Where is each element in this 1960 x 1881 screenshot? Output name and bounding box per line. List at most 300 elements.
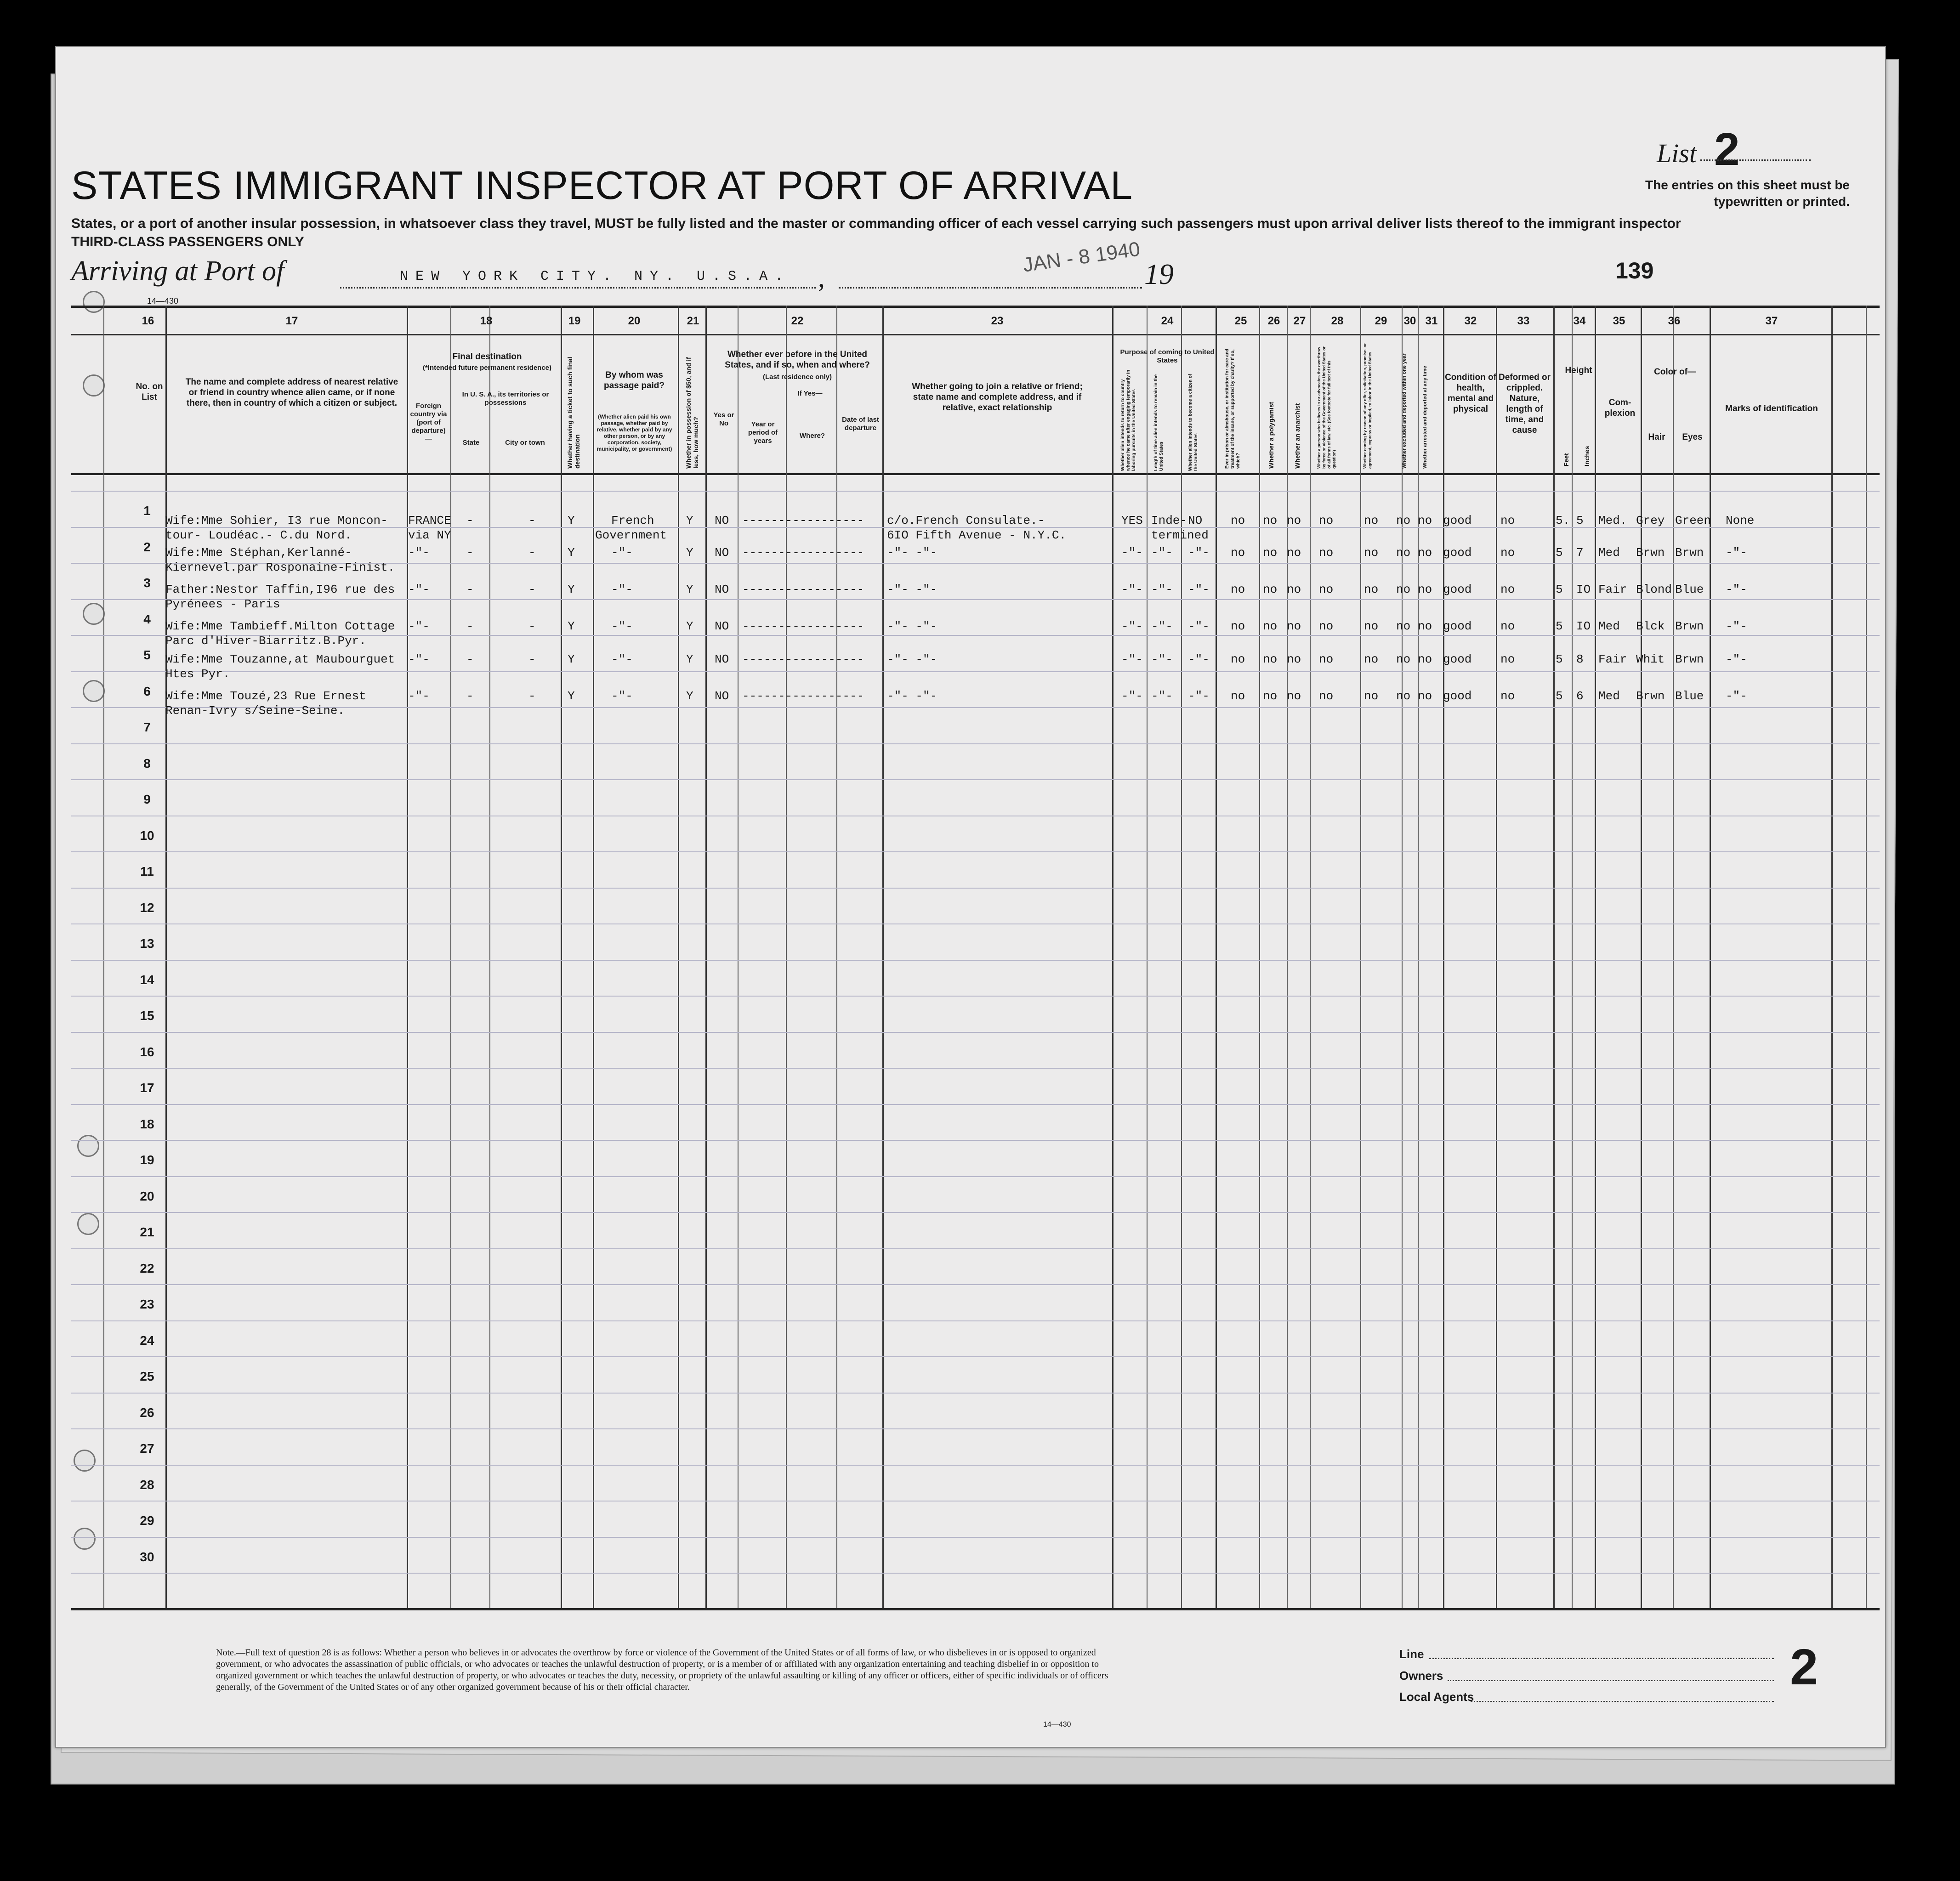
cell-ticket: Y <box>568 514 575 527</box>
date-underline <box>839 287 1142 289</box>
cell-marks: -"- <box>1726 652 1747 666</box>
grid-column-line <box>561 306 562 1608</box>
row-number: 16 <box>140 1045 154 1059</box>
cell-ticket: Y <box>568 546 575 560</box>
row-number: 19 <box>140 1153 154 1167</box>
cell-before: NO <box>715 514 729 527</box>
header-feet: Feet <box>1562 453 1570 466</box>
header-polygamist: Whether a polygamist <box>1267 402 1275 469</box>
line-label: Line <box>1399 1647 1424 1661</box>
manifest-sheet <box>55 46 1886 1748</box>
column-number: 18 <box>480 315 493 327</box>
row-number: 28 <box>140 1478 154 1492</box>
cell-q27: no <box>1287 583 1301 596</box>
header-purpose-a: Whether alien intends to return to country whence he came after engaging temporarily in laboring pursuits in the United States <box>1120 369 1136 471</box>
cell-p24c: -"- <box>1188 619 1210 633</box>
punch-hole <box>74 1450 96 1472</box>
header-ticket: Whether having a ticket to such final destination <box>566 357 581 469</box>
cell-money: Y <box>686 514 693 527</box>
cell-paid1: -"- <box>611 546 633 560</box>
cell-q29: no <box>1364 652 1379 666</box>
cell-inches: IO <box>1576 619 1591 633</box>
row-number: 2 <box>143 540 151 554</box>
cell-relative1: Wife:Mme Stéphan,Kerlanné- <box>165 546 352 560</box>
cell-q25: no <box>1231 689 1245 703</box>
column-number: 25 <box>1234 315 1247 327</box>
cell-dash: ----------------- <box>742 652 864 666</box>
cell-q25: no <box>1231 514 1245 527</box>
grid-row-line <box>71 779 1880 780</box>
grid-row-line <box>71 1032 1880 1033</box>
cell-health: good <box>1443 546 1472 560</box>
cell-inches: 8 <box>1576 652 1584 666</box>
cell-money: Y <box>686 583 693 596</box>
cell-state: - <box>466 514 474 527</box>
cell-hair: Brwn <box>1636 546 1665 560</box>
grid-row-line <box>71 888 1880 889</box>
cell-q28: no <box>1319 619 1334 633</box>
grid-border <box>71 334 1880 335</box>
cell-before: NO <box>715 546 729 560</box>
column-number: 23 <box>991 315 1004 327</box>
row-number: 14 <box>140 973 154 987</box>
cell-feet: 5 <box>1556 546 1563 560</box>
cell-health: good <box>1443 583 1472 596</box>
row-number: 22 <box>140 1261 154 1275</box>
cell-q30: no <box>1396 652 1411 666</box>
agents-underline <box>1471 1701 1774 1702</box>
cell-join1: c/o.French Consulate.- <box>887 514 1045 527</box>
header-no-on-list: No. on List <box>136 382 163 402</box>
cell-relative1: Wife:Mme Tambieff.Milton Cottage <box>165 619 395 633</box>
cell-complexion: Med <box>1598 619 1620 633</box>
cell-eyes: Blue <box>1675 689 1704 703</box>
cell-relative1: Wife:Mme Sohier, I3 rue Moncon- <box>165 514 388 527</box>
cell-p24c: -"- <box>1188 689 1210 703</box>
cell-money: Y <box>686 546 693 560</box>
grid-row-line <box>71 671 1880 672</box>
cell-health: good <box>1443 619 1472 633</box>
cell-q30: no <box>1396 583 1411 596</box>
port-value: NEW YORK CITY. NY. U.S.A. <box>400 269 791 284</box>
row-number: 5 <box>143 648 151 662</box>
cell-q31: no <box>1418 619 1432 633</box>
cell-relative1: Wife:Mme Touzanne,at Maubourguet <box>165 652 395 666</box>
cell-p24c: -"- <box>1188 583 1210 596</box>
punch-hole <box>83 374 105 397</box>
column-number: 16 <box>142 315 154 327</box>
row-number: 29 <box>140 1513 154 1528</box>
column-number: 37 <box>1765 315 1778 327</box>
cell-q31: no <box>1418 583 1432 596</box>
cell-complexion: Med <box>1598 689 1620 703</box>
header-complexion: Com-plexion <box>1604 398 1636 418</box>
cell-hair: Grey <box>1636 514 1665 527</box>
cell-q31: no <box>1418 689 1432 703</box>
cell-state: - <box>466 546 474 560</box>
grid-row-line <box>71 851 1880 852</box>
column-number: 21 <box>687 315 699 327</box>
row-number: 26 <box>140 1405 154 1420</box>
cell-paid1: French <box>611 514 654 527</box>
grid-border <box>71 473 1880 475</box>
cell-join1: -"- -"- <box>887 689 937 703</box>
header-city: City or town <box>505 439 545 447</box>
cell-relative2: Htes Pyr. <box>165 667 230 681</box>
cell-foreign1: -"- <box>408 652 430 666</box>
cell-join1: -"- -"- <box>887 652 937 666</box>
row-number: 12 <box>140 901 154 915</box>
grid-column-line <box>1147 306 1148 1608</box>
grid-column-line <box>1572 306 1573 1608</box>
cell-p24a: YES <box>1121 514 1143 527</box>
cell-q28: no <box>1319 689 1334 703</box>
grid-row-line <box>71 1573 1880 1574</box>
owners-underline <box>1448 1680 1774 1681</box>
arriving-label: Arriving at Port of <box>71 255 284 287</box>
column-number: 30 <box>1403 315 1416 327</box>
cell-join1: -"- -"- <box>887 619 937 633</box>
cell-relative2: Parc d'Hiver-Biarritz.B.Pyr. <box>165 634 366 648</box>
grid-row-line <box>71 1176 1880 1177</box>
cell-q27: no <box>1287 652 1301 666</box>
row-number: 4 <box>143 612 151 626</box>
row-number: 27 <box>140 1441 154 1456</box>
cell-dash: ----------------- <box>742 619 864 633</box>
cell-inches: 7 <box>1576 546 1584 560</box>
grid-column-line <box>1287 306 1288 1608</box>
cell-feet: 5 <box>1556 583 1563 596</box>
cell-foreign1: -"- <box>408 689 430 703</box>
header-foreign-country: Foreign country via (port of departure)— <box>410 402 447 443</box>
grid-row-line <box>71 743 1880 744</box>
cell-city: - <box>528 619 536 633</box>
header-joining-relative: Whether going to join a relative or friend; state name and complete address, and if relative, exact relationship <box>912 382 1083 413</box>
cell-marks: None <box>1726 514 1755 527</box>
cell-deformed: no <box>1500 583 1515 596</box>
cell-state: - <box>466 652 474 666</box>
header-q30: Whether excluded and deported within one year <box>1402 353 1407 469</box>
cell-paid2: Government <box>595 528 667 542</box>
cell-feet: 5 <box>1556 619 1563 633</box>
cell-before: NO <box>715 583 729 596</box>
header-prison: Ever in prison or almshouse, or institution for care and treatment of the insane, or supported by charity? If so, which? <box>1225 348 1241 469</box>
grid-column-line <box>1641 306 1642 1608</box>
row-number: 23 <box>140 1297 154 1311</box>
column-number: 17 <box>285 315 298 327</box>
cell-deformed: no <box>1500 619 1515 633</box>
owners-label: Owners <box>1399 1669 1443 1683</box>
cell-dash: ----------------- <box>742 546 864 560</box>
header-purpose-c: Whether alien intends to become a citizen of the United States <box>1188 374 1199 471</box>
cell-q29: no <box>1364 514 1379 527</box>
cell-p24a: -"- <box>1121 689 1143 703</box>
cell-p24a: -"- <box>1121 583 1143 596</box>
cell-relative1: Father:Nestor Taffin,I96 rue des <box>165 583 395 596</box>
grid-column-line <box>705 306 707 1608</box>
cell-join1: -"- -"- <box>887 583 937 596</box>
grid-column-line <box>836 306 837 1608</box>
column-number: 31 <box>1425 315 1438 327</box>
cell-foreign1: -"- <box>408 619 430 633</box>
list-underline <box>1700 159 1811 161</box>
grid-column-line <box>593 306 594 1608</box>
header-passage-note: (Whether alien paid his own passage, whether paid by relative, whether paid by any other person, or by any corporation, society, municipality, or government) <box>597 414 672 452</box>
cell-q27: no <box>1287 546 1301 560</box>
header-if-yes: If Yes— <box>797 390 823 397</box>
column-number: 20 <box>628 315 641 327</box>
cell-feet: 5 <box>1556 689 1563 703</box>
cell-inches: IO <box>1576 583 1591 596</box>
row-number: 1 <box>143 504 151 518</box>
cell-relative2: Renan-Ivry s/Seine-Seine. <box>165 704 345 718</box>
comma: , <box>818 262 825 293</box>
cell-complexion: Fair <box>1598 583 1627 596</box>
grid-row-line <box>71 1428 1880 1429</box>
row-number: 11 <box>140 864 154 878</box>
cell-city: - <box>528 546 536 560</box>
grid-column-line <box>678 306 679 1608</box>
column-number: 29 <box>1375 315 1387 327</box>
header-inches: Inches <box>1583 446 1591 466</box>
header-last-residence: (Last residence only) <box>762 373 832 381</box>
column-number: 35 <box>1613 315 1625 327</box>
row-number: 9 <box>143 792 151 806</box>
row-number: 3 <box>143 576 151 590</box>
cell-health: good <box>1443 689 1472 703</box>
punch-hole <box>77 1213 99 1235</box>
cell-q25: no <box>1231 619 1245 633</box>
cell-foreign1: -"- <box>408 546 430 560</box>
grid-column-line <box>103 306 104 1608</box>
footnote-form-code: 14—430 <box>1043 1721 1071 1728</box>
cell-p24b1: -"- <box>1151 619 1173 633</box>
row-number: 24 <box>140 1333 154 1348</box>
agents-label: Local Agents <box>1399 1690 1474 1704</box>
header-date-departure: Date of last departure <box>842 416 879 432</box>
grid-column-line <box>1181 306 1182 1608</box>
year-prefix: 19 <box>1144 258 1174 290</box>
cell-relative2: Pyrénees - Paris <box>165 597 280 611</box>
cell-deformed: no <box>1500 546 1515 560</box>
row-number: 7 <box>143 720 151 734</box>
cell-feet: 5. <box>1556 514 1570 527</box>
header-eyes: Eyes <box>1682 432 1703 442</box>
grid-column-line <box>1553 306 1555 1608</box>
cell-p24b1: Inde- <box>1151 514 1187 527</box>
cell-hair: Whit <box>1636 652 1665 666</box>
cell-ticket: Y <box>568 689 575 703</box>
cell-p24b1: -"- <box>1151 689 1173 703</box>
column-number: 27 <box>1293 315 1306 327</box>
grid-column-line <box>1831 306 1833 1608</box>
row-number: 8 <box>143 756 151 771</box>
column-number: 19 <box>568 315 581 327</box>
cell-foreign1: -"- <box>408 583 430 596</box>
cell-dash: ----------------- <box>742 514 864 527</box>
grid-row-line <box>71 599 1880 600</box>
cell-city: - <box>528 689 536 703</box>
grid-row-line <box>71 960 1880 961</box>
cell-q30: no <box>1396 546 1411 560</box>
cell-inches: 6 <box>1576 689 1584 703</box>
grid-row-line <box>71 1212 1880 1213</box>
header-q28: Whether a person who believes in or advocates the overthrow by force or violence of the Government of the United States or of all forms of law, etc. (See footnote for full text of this question) <box>1317 346 1336 469</box>
cell-state: - <box>466 583 474 596</box>
cell-q28: no <box>1319 514 1334 527</box>
cell-q26: no <box>1263 583 1278 596</box>
cell-p24a: -"- <box>1121 652 1143 666</box>
row-number: 10 <box>140 828 154 843</box>
line-underline <box>1429 1658 1774 1659</box>
cell-q27: no <box>1287 689 1301 703</box>
grid-column-line <box>1112 306 1114 1608</box>
cell-q31: no <box>1418 514 1432 527</box>
header-final-destination-note: (*Intended future permanent residence) <box>422 364 552 372</box>
cell-q28: no <box>1319 583 1334 596</box>
class-line: THIRD-CLASS PASSENGERS ONLY <box>71 234 304 249</box>
grid-row-line <box>71 1465 1880 1466</box>
cell-hair: Blond <box>1636 583 1672 596</box>
cell-q29: no <box>1364 583 1379 596</box>
header-in-usa: In U. S. A., its territories or possessions <box>462 391 549 407</box>
cell-p24b2: termined <box>1151 528 1209 542</box>
grid-row-line <box>71 1393 1880 1394</box>
punch-hole <box>77 1135 99 1157</box>
cell-state: - <box>466 619 474 633</box>
sheet-number: 2 <box>1790 1639 1818 1695</box>
cell-q26: no <box>1263 689 1278 703</box>
cell-join2: 6IO Fifth Avenue - N.Y.C. <box>887 528 1067 542</box>
header-q29: Whether coming by reason of any offer, solicitation, promise, or agreement, express or implied, to labor in the United States <box>1363 343 1372 469</box>
header-hair: Hair <box>1648 432 1665 442</box>
header-final-destination: Final destination <box>452 352 522 362</box>
cell-q26: no <box>1263 514 1278 527</box>
cell-q27: no <box>1287 514 1301 527</box>
cell-relative2: Kiernevel.par Rosponaine-Finist. <box>165 561 395 574</box>
header-nearest-relative: The name and complete address of nearest relative or friend in country whence alien came, or if none there, then in country of which a citizen or subject. <box>185 377 398 408</box>
cell-q28: no <box>1319 546 1334 560</box>
grid-column-line <box>1402 306 1403 1608</box>
cell-dash: ----------------- <box>742 689 864 703</box>
grid-column-line <box>1673 306 1674 1608</box>
cell-q25: no <box>1231 546 1245 560</box>
grid-row-line <box>71 1320 1880 1321</box>
cell-dash: ----------------- <box>742 583 864 596</box>
cell-eyes: Green <box>1675 514 1711 527</box>
cell-city: - <box>528 514 536 527</box>
cell-eyes: Brwn <box>1675 546 1704 560</box>
footnote-question-28: Note.—Full text of question 28 is as follows: Whether a person who believes in or advocates the overthrow by force or violence of the Government of the United States or of all forms of law, or who disbelieves in or is opposed to organized government, or who advocates the assassination of public officials, or who advocates or teaches the unlawful destruction of property, or is a member of or affiliated with any organization entertaining and teaching disbelief in or opposition to organized government or which teaches the unlawful destruction of property, or who advocates or teaches the duty, necessity, or propriety of the unlawful assaulting or killing of any officer or officers, either of specific individuals or of officers generally, of the Government of the United States or of any other organized government because of his or their official character. <box>216 1648 1108 1692</box>
cell-relative2: tour- Loudéac.- C.du Nord. <box>165 528 352 542</box>
cell-health: good <box>1443 514 1472 527</box>
cell-join1: -"- -"- <box>887 546 937 560</box>
cell-feet: 5 <box>1556 652 1563 666</box>
column-number: 32 <box>1464 315 1477 327</box>
cell-deformed: no <box>1500 652 1515 666</box>
header-purpose-b: Length of time alien intends to remain in the United States <box>1153 374 1164 471</box>
header-q31: Whether arrested and deported at any time <box>1422 366 1428 469</box>
cell-p24b1: -"- <box>1151 652 1173 666</box>
date-stamp: JAN - 8 1940 <box>1021 238 1142 277</box>
row-number: 20 <box>140 1189 154 1203</box>
cell-foreign2: via NY <box>408 528 451 542</box>
cell-marks: -"- <box>1726 689 1747 703</box>
page-title: STATES IMMIGRANT INSPECTOR AT PORT OF ARRIVAL <box>71 164 1133 208</box>
header-yes-no: Yes or No <box>713 411 734 427</box>
cell-q29: no <box>1364 689 1379 703</box>
cell-marks: -"- <box>1726 619 1747 633</box>
cell-state: - <box>466 689 474 703</box>
row-number: 30 <box>140 1550 154 1564</box>
grid-column-line <box>450 306 451 1608</box>
list-number: 2 <box>1714 124 1740 175</box>
cell-city: - <box>528 583 536 596</box>
cell-p24b1: -"- <box>1151 546 1173 560</box>
header-money: Whether in possession of $50, and if less, how much? <box>685 357 699 469</box>
cell-paid1: -"- <box>611 689 633 703</box>
column-number: 26 <box>1267 315 1280 327</box>
cell-q30: no <box>1396 689 1411 703</box>
grid-row-line <box>71 1537 1880 1538</box>
cell-p24b1: -"- <box>1151 583 1173 596</box>
header-anarchist: Whether an anarchist <box>1294 403 1301 469</box>
form-number: 14—430 <box>147 296 179 306</box>
cell-q29: no <box>1364 619 1379 633</box>
grid-row-line <box>71 996 1880 997</box>
cell-ticket: Y <box>568 583 575 596</box>
cell-inches: 5 <box>1576 514 1584 527</box>
cell-hair: Brwn <box>1636 689 1665 703</box>
row-number: 21 <box>140 1225 154 1239</box>
cell-marks: -"- <box>1726 546 1747 560</box>
cell-p24c: NO <box>1188 514 1203 527</box>
grid-row-line <box>71 1140 1880 1141</box>
cell-eyes: Brwn <box>1675 619 1704 633</box>
cell-ticket: Y <box>568 652 575 666</box>
grid-border <box>71 306 1880 308</box>
header-passage-paid: By whom was passage paid? <box>604 370 665 391</box>
cell-money: Y <box>686 619 693 633</box>
cell-complexion: Fair <box>1598 652 1627 666</box>
row-number: 17 <box>140 1081 154 1095</box>
header-health: Condition of health, mental and physical <box>1445 373 1496 414</box>
cell-q31: no <box>1418 652 1432 666</box>
grid-row-line <box>71 1104 1880 1105</box>
page-code: 139 <box>1615 258 1654 283</box>
cell-p24a: -"- <box>1121 619 1143 633</box>
punch-hole <box>83 603 105 625</box>
header-marks: Marks of identification <box>1725 404 1818 414</box>
grid-row-line <box>71 491 1880 492</box>
row-number: 25 <box>140 1369 154 1383</box>
cell-p24a: -"- <box>1121 546 1143 560</box>
header-year-period: Year or period of years <box>748 420 778 445</box>
header-deformed: Deformed or crippled. Nature, length of time, and cause <box>1499 373 1551 435</box>
cell-money: Y <box>686 689 693 703</box>
cell-before: NO <box>715 619 729 633</box>
grid-column-line <box>738 306 739 1608</box>
cell-paid1: -"- <box>611 583 633 596</box>
punch-hole <box>83 680 105 702</box>
cell-paid1: -"- <box>611 619 633 633</box>
cell-eyes: Brwn <box>1675 652 1704 666</box>
cell-q26: no <box>1263 652 1278 666</box>
grid-column-line <box>1310 306 1311 1608</box>
header-state: State <box>462 439 480 447</box>
instructions-text: States, or a port of another insular possession, in whatsoever class they travel, MUST be fully listed and the master or commanding officer of each vessel carrying such passengers must upon arrival deliver lists thereof to the immigrant inspector <box>71 216 1681 231</box>
cell-q28: no <box>1319 652 1334 666</box>
